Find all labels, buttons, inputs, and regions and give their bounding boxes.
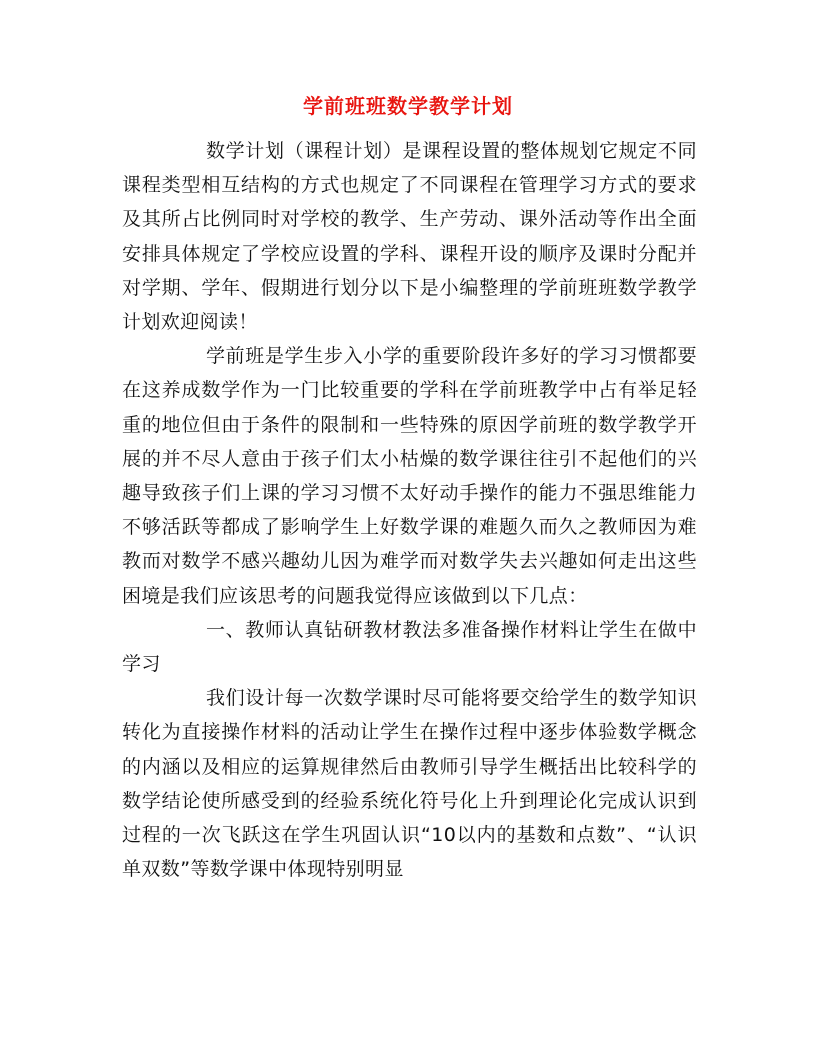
section-heading-1: 一、教师认真钻研教材教法多准备操作材料让学生在做中学习 — [122, 618, 697, 676]
paragraph-section-1: 我们设计每一次数学课时尽可能将要交给学生的数学知识转化为直接操作材料的活动让学生在操作过程中逐步体验数学概念的内涵以及相应的运算规律然后由教师引导学生概括出比较科学的数学结论使所感受到的经验系统化符号化上升到理论化完成认识到过程的一次飞跃这在学生巩固认识“10以内的基数和点数”、“认识单双数”等数学课中体现特别明显 — [122, 687, 697, 881]
paragraph-background: 学前班是学生步入小学的重要阶段许多好的学习习惯都要在这养成数学作为一门比较重要的学科在学前班教学中占有举足轻重的地位但由于条件的限制和一些特殊的原因学前班的数学教学开展的并不尽人意由于孩子们太小枯燥的数学课往往引不起他们的兴趣导致孩子们上课的学习习惯不太好动手操作的能力不强思维能力不够活跃等都成了影响学生上好数学课的难题久而久之教师因为难教而对数学不感兴趣幼儿因为难学而对数学失去兴趣如何走出这些困境是我们应该思考的问题我觉得应该做到以下几点： — [122, 345, 697, 607]
document-body — [122, 134, 697, 886]
document-title: 学前班班数学教学计划 — [303, 94, 513, 118]
paragraph-intro: 数学计划（课程计划）是课程设置的整体规划它规定不同课程类型相互结构的方式也规定了不同课程在管理学习方式的要求及其所占比例同时对学校的教学、生产劳动、课外活动等作出全面安排具体规定了学校应设置的学科、课程开设的顺序及课时分配并对学期、学年、假期进行划分以下是小编整理的学前班班数学教学计划欢迎阅读！ — [122, 140, 697, 334]
